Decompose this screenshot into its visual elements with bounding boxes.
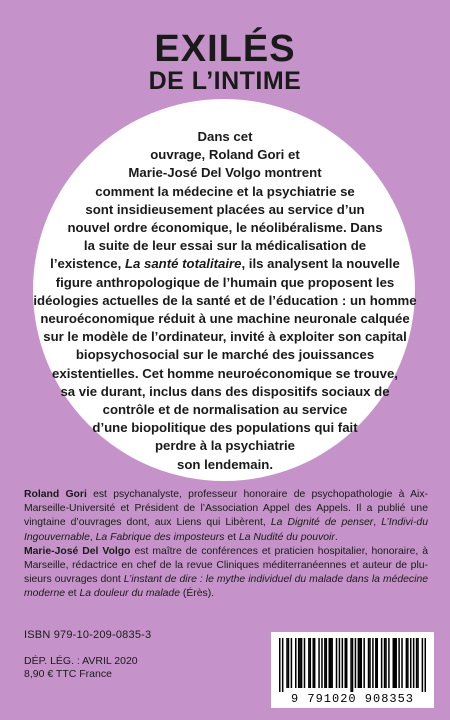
barcode-bar — [413, 638, 415, 688]
bio-roland-gori — [24, 488, 428, 545]
barcode-bar — [394, 638, 396, 688]
barcode-bar — [393, 638, 395, 688]
blurb-line: neuroéconomique réduit à une machine neuronale calquée — [40, 311, 410, 327]
barcode-bar — [326, 638, 328, 688]
barcode-bar — [388, 638, 390, 688]
isbn: ISBN 979-10-209-0835-3 — [24, 629, 152, 641]
author-name: Roland Gori — [24, 489, 87, 500]
bio-text: est psychanalyste, professeur honoraire de psychopathologie à Aix-Marseille-Université et Président de l’Association Appel des Appels. Il a publié une vingtaine d’ouvrages dont, aux Liens qui Libèrent, — [24, 489, 428, 529]
barcode-bar — [406, 638, 408, 688]
barcode-bar — [372, 638, 374, 688]
bio-text: , — [89, 531, 96, 543]
blurb-line: d’une biopolitique des populations qui fait — [92, 420, 358, 436]
barcode-bar — [328, 638, 330, 688]
barcode-bar — [346, 638, 348, 688]
barcode-bar — [368, 638, 370, 688]
barcode-bar — [330, 638, 332, 688]
barcode-bar — [291, 638, 293, 688]
barcode-bar — [398, 638, 400, 688]
blurb-fragment: , ils analysent la nouvelle — [241, 256, 400, 272]
book-reference: L’instant de dire : le mythe individuel du malade dans la médecine moderne — [24, 574, 428, 600]
barcode-bar — [363, 638, 365, 688]
book-reference: La santé totalitaire — [124, 256, 242, 272]
blurb-line: existentielles. Cet homme neuroéconomique se trouve, — [52, 365, 398, 381]
bio-text: et — [65, 588, 80, 600]
bio-text: (Érès). — [180, 588, 215, 600]
bio-text: et — [224, 531, 239, 543]
title-line-1: EXILÉS — [154, 28, 296, 70]
blurb-line: comment la médecine et la psychiatrie se — [95, 183, 355, 199]
title-line-2: DE L’INTIME — [148, 67, 302, 95]
bio-text: , — [373, 517, 382, 529]
book-reference: L’Indivi-du Ingouvernable — [24, 517, 428, 543]
barcode-bar — [361, 638, 363, 688]
blurb-line: sa vie durant, inclus dans des dispositifs sociaux de — [60, 383, 390, 399]
barcode-bar — [417, 638, 419, 688]
blurb-line: perdre à la psychiatrie — [154, 438, 295, 454]
book-title — [0, 30, 450, 94]
barcode-bar — [312, 638, 314, 688]
blurb-line: figure anthropologique de l’humain que proposent les — [55, 274, 395, 290]
barcode-bar — [358, 638, 360, 688]
blurb-line: ouvrage, Roland Gori et — [150, 147, 300, 163]
blurb-line: nouvel ordre économique, le néolibéralisme. Dans — [67, 220, 383, 236]
barcode-bar — [384, 638, 386, 688]
barcode-bar — [375, 638, 377, 688]
blurb-line: biopsychosocial sur le marché des jouissances — [75, 347, 375, 363]
barcode-bar — [395, 638, 397, 688]
barcode-bar — [286, 638, 288, 688]
price: 8,90 € TTC France — [24, 668, 112, 680]
blurb-line: Marie-José Del Volgo montrent — [128, 165, 322, 181]
barcode-bar — [298, 638, 300, 688]
bio-marie-jose-del-volgo — [24, 545, 428, 602]
blurb-line: sur le modèle de l’ordinateur, invité à exploiter son capital — [43, 329, 407, 345]
barcode-bar — [288, 638, 290, 688]
barcode-bar — [279, 638, 281, 692]
barcode-bar — [350, 638, 352, 692]
barcode-bars — [279, 638, 426, 692]
barcode-bar — [314, 638, 316, 688]
barcode-bar — [336, 638, 338, 688]
barcode-bar — [416, 638, 418, 688]
barcode-bar — [425, 638, 426, 692]
barcode-bar — [318, 638, 320, 688]
legal-info — [24, 655, 138, 681]
barcode-bar — [355, 638, 357, 688]
blurb-line: sont insidieusement placées au service d’un — [85, 201, 365, 217]
author-bios — [24, 488, 428, 602]
bio-text: est maître de conférences et praticien hospitalier, honoraire, à Marseille, rédactrice en chef de la revue Cliniques méditerranéennes et auteur de plu-sieurs ouvrages dont — [24, 545, 428, 586]
book-reference: La Nudité du pouvoir — [238, 531, 335, 543]
blurb-line: son lendemain. — [177, 456, 273, 472]
barcode-bar — [342, 638, 344, 688]
barcode-bar — [401, 638, 403, 688]
barcode-bar — [310, 638, 312, 688]
barcode-bar — [295, 638, 297, 688]
blurb-text — [0, 128, 450, 474]
barcode-bar — [299, 638, 301, 688]
book-reference: La Dignité de penser — [270, 517, 374, 529]
barcode-bar — [407, 638, 409, 688]
barcode-number: 9 791020 908353 — [290, 692, 415, 706]
author-name: Marie-José Del Volgo — [24, 545, 131, 557]
barcode-bar — [321, 638, 323, 688]
barcode-bar — [359, 638, 361, 688]
barcode-bar — [352, 638, 354, 692]
blurb-line: contrôle et de normalisation au service — [102, 402, 348, 418]
barcode-bar — [331, 638, 333, 688]
barcode-bar — [369, 638, 371, 688]
barcode-bar — [339, 638, 341, 688]
barcode — [271, 632, 434, 708]
barcode-bar — [345, 638, 347, 688]
blurb-fragment: l’existence, — [50, 256, 125, 272]
barcode-bar — [308, 638, 310, 688]
barcode-bar — [324, 638, 326, 688]
blurb-line: Dans cet — [197, 129, 253, 144]
book-reference: La Fabrique des imposteurs — [95, 531, 225, 543]
barcode-bar — [301, 638, 303, 688]
barcode-bar — [282, 638, 284, 692]
blurb-line: idéologies actuelles de la santé et de l’éducation : un homme — [33, 292, 417, 308]
barcode-bar — [377, 638, 379, 688]
blurb-line — [0, 255, 450, 273]
barcode-bar — [410, 638, 412, 688]
barcode-bar — [385, 638, 387, 688]
barcode-bar — [381, 638, 383, 688]
book-reference: La douleur du malade — [79, 588, 180, 600]
barcode-bar — [304, 638, 306, 688]
blurb-line: la suite de leur essai sur la médicalisation de — [83, 238, 367, 254]
bio-text: . — [334, 531, 338, 543]
legal-deposit: DÉP. LÉG. : AVRIL 2020 — [24, 655, 138, 667]
barcode-bar — [422, 638, 424, 692]
